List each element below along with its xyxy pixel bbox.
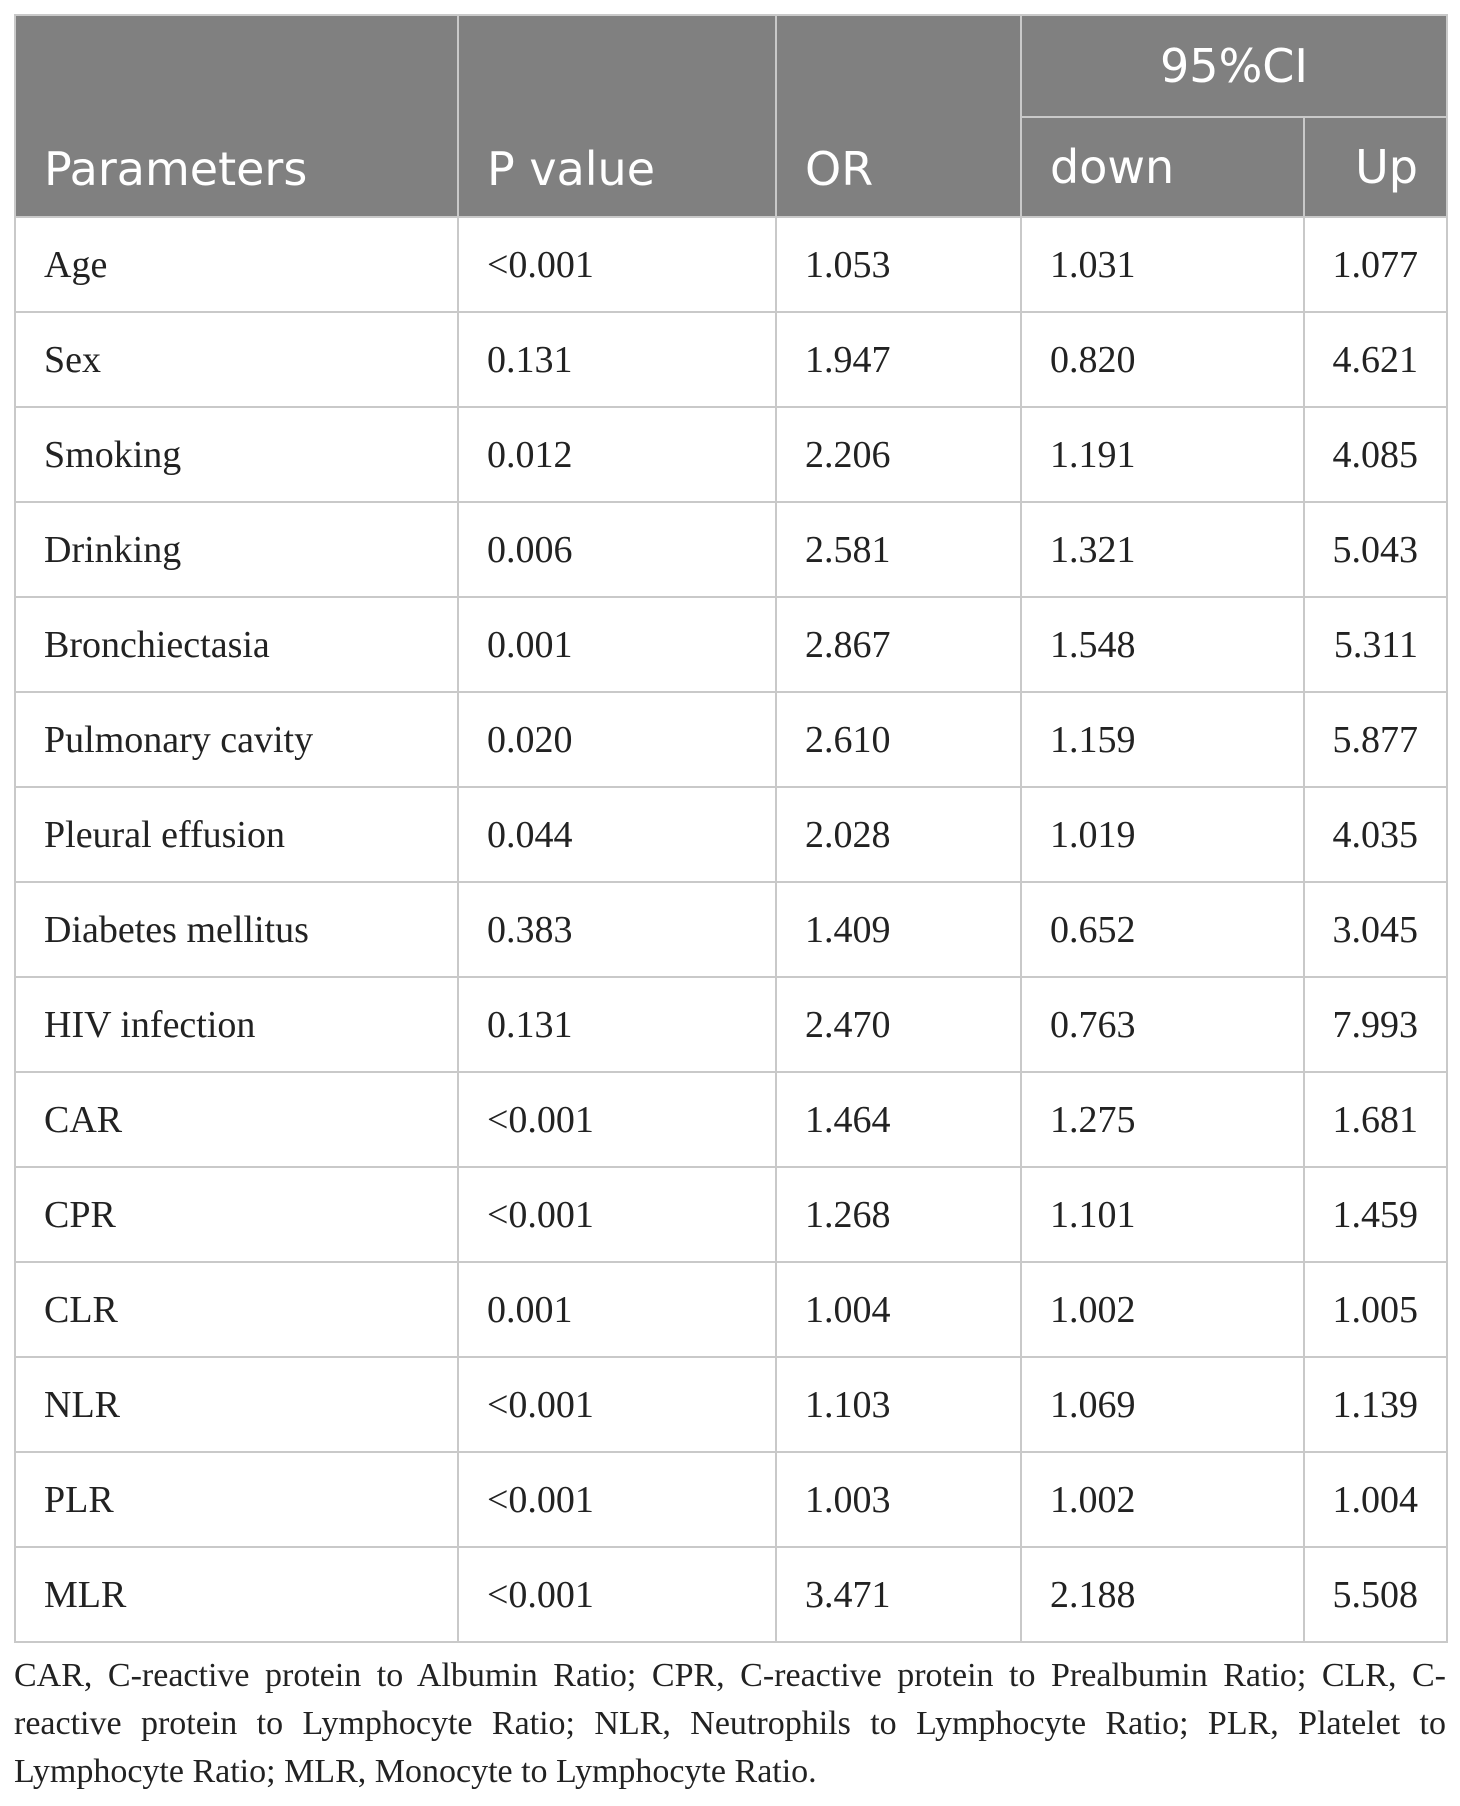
cell-parameter: Drinking bbox=[15, 502, 458, 597]
results-table-container bbox=[14, 14, 1446, 1643]
table-row bbox=[15, 407, 1447, 502]
cell-or: 1.409 bbox=[776, 882, 1021, 977]
cell-p-value: 0.006 bbox=[458, 502, 776, 597]
cell-ci-down: 2.188 bbox=[1021, 1547, 1304, 1642]
cell-parameter: PLR bbox=[15, 1452, 458, 1547]
table-row bbox=[15, 1072, 1447, 1167]
cell-parameter: CPR bbox=[15, 1167, 458, 1262]
cell-ci-down: 1.159 bbox=[1021, 692, 1304, 787]
cell-or: 1.053 bbox=[776, 217, 1021, 312]
cell-p-value: 0.020 bbox=[458, 692, 776, 787]
cell-ci-down: 1.321 bbox=[1021, 502, 1304, 597]
cell-ci-down: 1.275 bbox=[1021, 1072, 1304, 1167]
cell-p-value: <0.001 bbox=[458, 1167, 776, 1262]
cell-parameter: Smoking bbox=[15, 407, 458, 502]
table-footnote: CAR, C-reactive protein to Albumin Ratio; CPR, C-reactive protein to Prealbumin Ratio; CLR, C-reactive protein to Lymphocyte Ratio; NLR, Neutrophils to Lymphocyte Ratio; PLR, Platelet to Lymphocyte Ratio; MLR, Monocyte to Lymphocyte Ratio. bbox=[14, 1657, 1446, 1790]
cell-ci-down: 1.002 bbox=[1021, 1262, 1304, 1357]
table-row bbox=[15, 1547, 1447, 1642]
cell-or: 2.581 bbox=[776, 502, 1021, 597]
cell-parameter: Diabetes mellitus bbox=[15, 882, 458, 977]
cell-parameter: HIV infection bbox=[15, 977, 458, 1072]
cell-p-value: 0.012 bbox=[458, 407, 776, 502]
cell-p-value: <0.001 bbox=[458, 1452, 776, 1547]
cell-p-value: 0.001 bbox=[458, 597, 776, 692]
cell-or: 1.103 bbox=[776, 1357, 1021, 1452]
table-row bbox=[15, 1262, 1447, 1357]
cell-or: 3.471 bbox=[776, 1547, 1021, 1642]
cell-ci-up: 1.681 bbox=[1304, 1072, 1447, 1167]
table-row bbox=[15, 882, 1447, 977]
cell-or: 1.947 bbox=[776, 312, 1021, 407]
cell-or: 2.206 bbox=[776, 407, 1021, 502]
cell-ci-down: 1.101 bbox=[1021, 1167, 1304, 1262]
cell-ci-up: 5.508 bbox=[1304, 1547, 1447, 1642]
header-up: Up bbox=[1304, 117, 1447, 217]
cell-parameter: Age bbox=[15, 217, 458, 312]
cell-ci-up: 4.621 bbox=[1304, 312, 1447, 407]
cell-or: 2.867 bbox=[776, 597, 1021, 692]
cell-parameter: Bronchiectasia bbox=[15, 597, 458, 692]
cell-p-value: 0.131 bbox=[458, 312, 776, 407]
table-body bbox=[15, 217, 1447, 1642]
cell-ci-down: 1.191 bbox=[1021, 407, 1304, 502]
cell-p-value: <0.001 bbox=[458, 1547, 776, 1642]
cell-ci-up: 5.043 bbox=[1304, 502, 1447, 597]
header-p-value: P value bbox=[458, 15, 776, 217]
cell-p-value: 0.044 bbox=[458, 787, 776, 882]
cell-ci-down: 1.069 bbox=[1021, 1357, 1304, 1452]
table-row bbox=[15, 1167, 1447, 1262]
cell-ci-down: 0.820 bbox=[1021, 312, 1304, 407]
cell-ci-down: 0.763 bbox=[1021, 977, 1304, 1072]
cell-ci-up: 5.877 bbox=[1304, 692, 1447, 787]
cell-ci-down: 1.002 bbox=[1021, 1452, 1304, 1547]
cell-ci-down: 1.019 bbox=[1021, 787, 1304, 882]
cell-ci-down: 0.652 bbox=[1021, 882, 1304, 977]
header-95ci: 95%CI bbox=[1021, 15, 1447, 117]
table-row bbox=[15, 977, 1447, 1072]
cell-parameter: Pleural effusion bbox=[15, 787, 458, 882]
cell-or: 2.470 bbox=[776, 977, 1021, 1072]
table-row bbox=[15, 1452, 1447, 1547]
table-row bbox=[15, 1357, 1447, 1452]
cell-ci-up: 1.139 bbox=[1304, 1357, 1447, 1452]
cell-p-value: <0.001 bbox=[458, 1072, 776, 1167]
cell-or: 1.004 bbox=[776, 1262, 1021, 1357]
cell-ci-up: 1.459 bbox=[1304, 1167, 1447, 1262]
table-row bbox=[15, 502, 1447, 597]
cell-ci-down: 1.548 bbox=[1021, 597, 1304, 692]
table-row bbox=[15, 312, 1447, 407]
cell-or: 1.003 bbox=[776, 1452, 1021, 1547]
header-down: down bbox=[1021, 117, 1304, 217]
cell-ci-up: 1.005 bbox=[1304, 1262, 1447, 1357]
cell-parameter: CLR bbox=[15, 1262, 458, 1357]
cell-ci-up: 7.993 bbox=[1304, 977, 1447, 1072]
cell-or: 1.464 bbox=[776, 1072, 1021, 1167]
cell-parameter: MLR bbox=[15, 1547, 458, 1642]
cell-ci-up: 4.035 bbox=[1304, 787, 1447, 882]
cell-or: 2.028 bbox=[776, 787, 1021, 882]
cell-parameter: Sex bbox=[15, 312, 458, 407]
table-row bbox=[15, 692, 1447, 787]
table-row bbox=[15, 597, 1447, 692]
cell-p-value: 0.383 bbox=[458, 882, 776, 977]
header-parameters: Parameters bbox=[15, 15, 458, 217]
cell-or: 2.610 bbox=[776, 692, 1021, 787]
cell-ci-up: 4.085 bbox=[1304, 407, 1447, 502]
cell-parameter: CAR bbox=[15, 1072, 458, 1167]
table-row bbox=[15, 787, 1447, 882]
cell-p-value: <0.001 bbox=[458, 217, 776, 312]
cell-ci-down: 1.031 bbox=[1021, 217, 1304, 312]
cell-or: 1.268 bbox=[776, 1167, 1021, 1262]
cell-ci-up: 5.311 bbox=[1304, 597, 1447, 692]
results-table bbox=[14, 14, 1448, 1643]
cell-p-value: 0.001 bbox=[458, 1262, 776, 1357]
table-header bbox=[15, 15, 1447, 217]
cell-p-value: <0.001 bbox=[458, 1357, 776, 1452]
cell-p-value: 0.131 bbox=[458, 977, 776, 1072]
cell-ci-up: 1.004 bbox=[1304, 1452, 1447, 1547]
cell-ci-up: 3.045 bbox=[1304, 882, 1447, 977]
header-or: OR bbox=[776, 15, 1021, 217]
cell-parameter: NLR bbox=[15, 1357, 458, 1452]
cell-ci-up: 1.077 bbox=[1304, 217, 1447, 312]
table-row bbox=[15, 217, 1447, 312]
cell-parameter: Pulmonary cavity bbox=[15, 692, 458, 787]
